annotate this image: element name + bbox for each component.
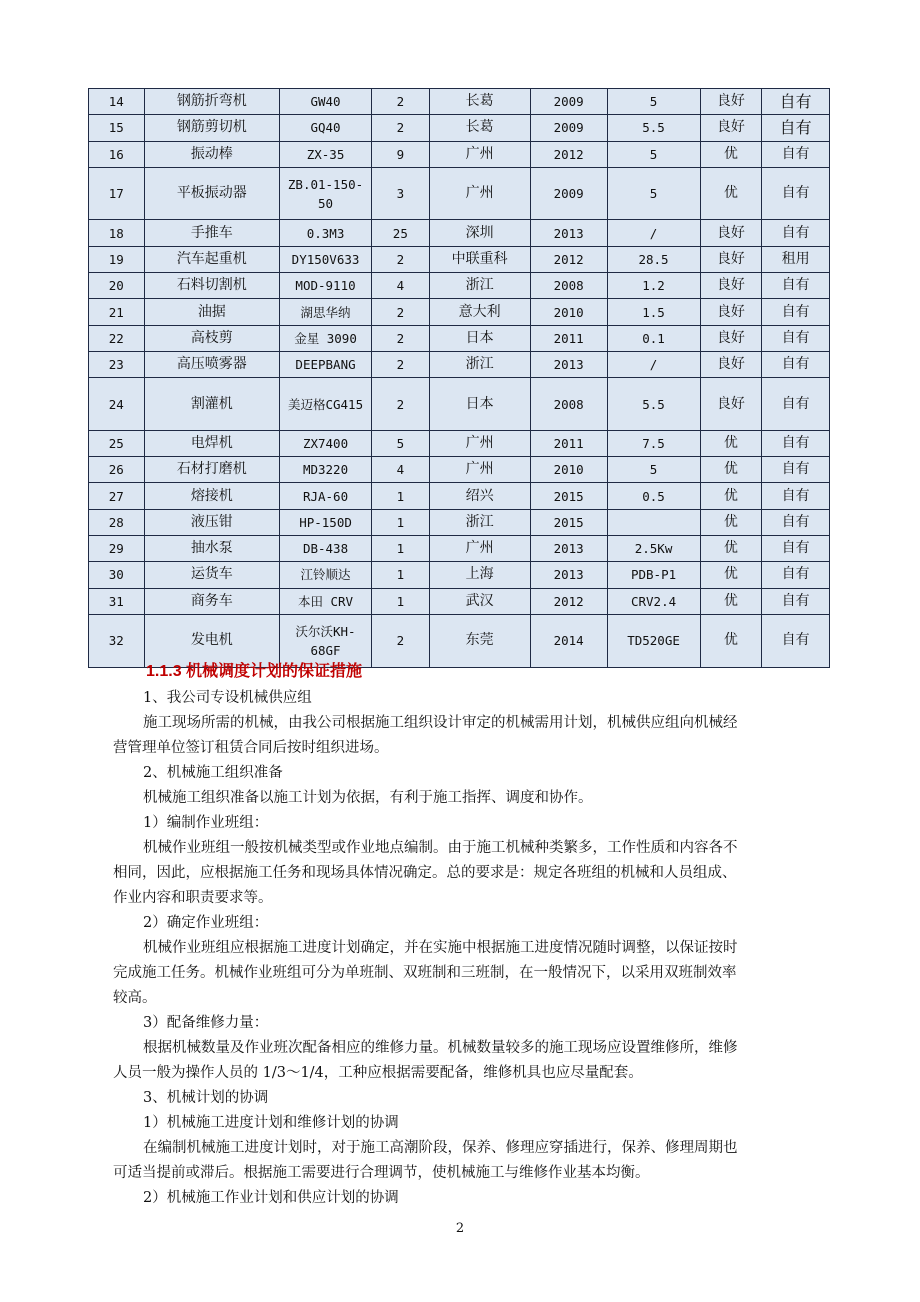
paragraph: 2）机械施工作业计划和供应计划的协调 — [143, 1190, 399, 1206]
table-cell: 2012 — [530, 246, 607, 272]
table-cell: 29 — [89, 536, 145, 562]
table-cell: 商务车 — [144, 588, 279, 614]
table-cell: 自有 — [762, 167, 830, 220]
paragraph: 根据机械数量及作业班次配备相应的维修力量。机械数量较多的施工现场应设置维修所，维修 — [143, 1040, 738, 1056]
table-cell: 0.3M3 — [280, 220, 372, 246]
table-cell: 24 — [89, 378, 145, 431]
table-cell: 1.2 — [607, 273, 700, 299]
table-cell: 优 — [700, 536, 762, 562]
table-cell: GW40 — [280, 89, 372, 115]
table-cell: PDB-P1 — [607, 562, 700, 588]
table-cell: 意大利 — [429, 299, 530, 325]
table-row — [89, 89, 830, 115]
table-row — [89, 483, 830, 509]
table-cell: 广州 — [429, 430, 530, 456]
table-cell: 2 — [372, 115, 430, 141]
table-cell: 优 — [700, 141, 762, 167]
table-cell: 22 — [89, 325, 145, 351]
table-cell: 运货车 — [144, 562, 279, 588]
table-cell: 自有 — [762, 588, 830, 614]
table-cell: 割灌机 — [144, 378, 279, 431]
table-cell: 1 — [372, 483, 430, 509]
table-cell: 4 — [372, 273, 430, 299]
table-row — [89, 562, 830, 588]
table-cell: 25 — [89, 430, 145, 456]
table-cell: 1.5 — [607, 299, 700, 325]
table-cell: 5 — [607, 167, 700, 220]
table-row — [89, 325, 830, 351]
table-row — [89, 141, 830, 167]
table-cell: 浙江 — [429, 273, 530, 299]
table-cell: 熔接机 — [144, 483, 279, 509]
paragraph: 机械施工组织准备以施工计划为依据，有利于施工指挥、调度和协作。 — [143, 790, 593, 806]
table-cell: 良好 — [700, 220, 762, 246]
table-cell: 良好 — [700, 351, 762, 377]
paragraph: 作业内容和职责要求等。 — [113, 890, 273, 906]
table-cell: 自有 — [762, 89, 830, 115]
table-cell: 27 — [89, 483, 145, 509]
table-cell: / — [607, 351, 700, 377]
table-cell: 良好 — [700, 115, 762, 141]
table-cell: 湖思华纳 — [280, 299, 372, 325]
table-cell: RJA-60 — [280, 483, 372, 509]
table-cell: 广州 — [429, 536, 530, 562]
table-cell: 4 — [372, 457, 430, 483]
table-cell: 深圳 — [429, 220, 530, 246]
table-cell: 优 — [700, 509, 762, 535]
table-cell: DB-438 — [280, 536, 372, 562]
paragraph: 相同，因此，应根据施工任务和现场具体情况确定。总的要求是：规定各班组的机械和人员组成、 — [113, 865, 737, 881]
table-cell: 0.5 — [607, 483, 700, 509]
table-cell: 优 — [700, 167, 762, 220]
paragraph: 完成施工任务。机械作业班组可分为单班制、双班制和三班制，在一般情况下，以采用双班制效率 — [113, 965, 737, 981]
table-cell: 32 — [89, 614, 145, 667]
table-cell: 2009 — [530, 167, 607, 220]
table-cell: 自有 — [762, 457, 830, 483]
table-cell: 2014 — [530, 614, 607, 667]
table-cell: 1 — [372, 588, 430, 614]
table-cell: 0.1 — [607, 325, 700, 351]
paragraph: 2、机械施工组织准备 — [143, 765, 283, 781]
table-cell: 优 — [700, 483, 762, 509]
table-cell: 21 — [89, 299, 145, 325]
table-cell: 9 — [372, 141, 430, 167]
table-cell: 优 — [700, 562, 762, 588]
table-cell: 江铃顺达 — [280, 562, 372, 588]
table-cell: 自有 — [762, 299, 830, 325]
table-cell: 优 — [700, 588, 762, 614]
table-cell: GQ40 — [280, 115, 372, 141]
paragraph: 3）配备维修力量： — [143, 1015, 269, 1031]
table-cell: 广州 — [429, 167, 530, 220]
table-cell: 自有 — [762, 378, 830, 431]
table-cell: 自有 — [762, 273, 830, 299]
table-cell: 日本 — [429, 325, 530, 351]
table-cell: 2 — [372, 246, 430, 272]
paragraph: 2）确定作业班组： — [143, 915, 269, 931]
table-cell: 1 — [372, 536, 430, 562]
table-cell: 武汉 — [429, 588, 530, 614]
table-cell: 良好 — [700, 378, 762, 431]
table-cell: 优 — [700, 430, 762, 456]
paragraph: 机械作业班组应根据施工进度计划确定，并在实施中根据施工进度情况随时调整，以保证按时 — [143, 940, 738, 956]
table-row — [89, 220, 830, 246]
table-cell: 7.5 — [607, 430, 700, 456]
table-cell: 2013 — [530, 351, 607, 377]
table-cell: MD3220 — [280, 457, 372, 483]
table-cell: 2 — [372, 351, 430, 377]
table-cell: 31 — [89, 588, 145, 614]
table-row — [89, 378, 830, 431]
table-cell: 振动棒 — [144, 141, 279, 167]
table-cell: 自有 — [762, 430, 830, 456]
table-cell: 2011 — [530, 430, 607, 456]
table-cell: 日本 — [429, 378, 530, 431]
table-row — [89, 509, 830, 535]
table-cell: 钢筋剪切机 — [144, 115, 279, 141]
table-cell: 优 — [700, 614, 762, 667]
table-cell: 19 — [89, 246, 145, 272]
table-cell: 长葛 — [429, 89, 530, 115]
table-row — [89, 246, 830, 272]
table-cell: 自有 — [762, 325, 830, 351]
paragraph: 较高。 — [113, 990, 157, 1006]
table-cell: 电焊机 — [144, 430, 279, 456]
table-cell: 2015 — [530, 509, 607, 535]
table-cell: 石材打磨机 — [144, 457, 279, 483]
table-cell: 3 — [372, 167, 430, 220]
table-cell: 发电机 — [144, 614, 279, 667]
table-row — [89, 430, 830, 456]
table-cell: 17 — [89, 167, 145, 220]
table-cell: 浙江 — [429, 351, 530, 377]
table-cell: 自有 — [762, 351, 830, 377]
table-cell: 2 — [372, 89, 430, 115]
table-cell: 自有 — [762, 220, 830, 246]
table-cell: 浙江 — [429, 509, 530, 535]
table-cell: 30 — [89, 562, 145, 588]
table-cell: 自有 — [762, 509, 830, 535]
table-cell: 2008 — [530, 378, 607, 431]
table-cell: 自有 — [762, 562, 830, 588]
table-row — [89, 115, 830, 141]
table-cell: 良好 — [700, 273, 762, 299]
table-cell: 良好 — [700, 325, 762, 351]
table-cell: 钢筋折弯机 — [144, 89, 279, 115]
table-cell: TD520GE — [607, 614, 700, 667]
table-cell: 2012 — [530, 588, 607, 614]
table-cell: ZX7400 — [280, 430, 372, 456]
table-row — [89, 351, 830, 377]
paragraph: 机械作业班组一般按机械类型或作业地点编制。由于施工机械种类繁多，工作性质和内容各不 — [143, 840, 738, 856]
table-cell — [607, 509, 700, 535]
table-cell: 良好 — [700, 299, 762, 325]
table-cell: 2 — [372, 614, 430, 667]
table-cell: 2010 — [530, 299, 607, 325]
table-cell: 1 — [372, 509, 430, 535]
table-cell: HP-150D — [280, 509, 372, 535]
table-cell: 油据 — [144, 299, 279, 325]
table-cell: ZX-35 — [280, 141, 372, 167]
table-row — [89, 167, 830, 220]
table-cell: 5 — [372, 430, 430, 456]
table-cell: 15 — [89, 115, 145, 141]
paragraph: 3、机械计划的协调 — [143, 1090, 269, 1106]
table-cell: 自有 — [762, 614, 830, 667]
table-cell: 23 — [89, 351, 145, 377]
table-cell: 5.5 — [607, 378, 700, 431]
table-row — [89, 536, 830, 562]
table-cell: 中联重科 — [429, 246, 530, 272]
table-cell: 自有 — [762, 115, 830, 141]
table-cell: 2011 — [530, 325, 607, 351]
table-cell: 绍兴 — [429, 483, 530, 509]
table-cell: 高压喷雾器 — [144, 351, 279, 377]
table-cell: 2015 — [530, 483, 607, 509]
table-cell: 2 — [372, 378, 430, 431]
paragraph: 施工现场所需的机械，由我公司根据施工组织设计审定的机械需用计划，机械供应组向机械经 — [143, 715, 738, 731]
table-cell: 5.5 — [607, 115, 700, 141]
table-cell: 2013 — [530, 536, 607, 562]
table-cell: 自有 — [762, 483, 830, 509]
table-cell: 上海 — [429, 562, 530, 588]
table-cell: 平板振动器 — [144, 167, 279, 220]
table-cell: DEEPBANG — [280, 351, 372, 377]
paragraph: 在编制机械施工进度计划时，对于施工高潮阶段，保养、修理应穿插进行，保养、修理周期也 — [143, 1140, 738, 1156]
paragraph: 人员一般为操作人员的 1/3～1/4，工种应根据需要配备，维修机具也应尽量配套。 — [113, 1065, 643, 1081]
table-cell: 自有 — [762, 536, 830, 562]
table-cell: / — [607, 220, 700, 246]
table-cell: 液压钳 — [144, 509, 279, 535]
table-cell: 高枝剪 — [144, 325, 279, 351]
equipment-table-body — [89, 89, 830, 668]
table-cell: 2012 — [530, 141, 607, 167]
table-cell: 本田 CRV — [280, 588, 372, 614]
table-cell: 28 — [89, 509, 145, 535]
table-cell: 20 — [89, 273, 145, 299]
table-cell: 良好 — [700, 89, 762, 115]
section-heading: 1.1.3 机械调度计划的保证措施 — [146, 663, 363, 680]
table-cell: 优 — [700, 457, 762, 483]
table-cell: MOD-9110 — [280, 273, 372, 299]
table-cell: 2 — [372, 325, 430, 351]
table-cell: DY150V633 — [280, 246, 372, 272]
table-cell: CRV2.4 — [607, 588, 700, 614]
section-body — [113, 686, 812, 1211]
table-row — [89, 588, 830, 614]
table-cell: 长葛 — [429, 115, 530, 141]
table-cell: 广州 — [429, 141, 530, 167]
table-cell: 5 — [607, 141, 700, 167]
table-cell: 自有 — [762, 141, 830, 167]
table-cell: 良好 — [700, 246, 762, 272]
table-cell: 手推车 — [144, 220, 279, 246]
table-cell: 2 — [372, 299, 430, 325]
table-cell: 25 — [372, 220, 430, 246]
table-cell: 1 — [372, 562, 430, 588]
table-cell: 石料切割机 — [144, 273, 279, 299]
table-cell: 5 — [607, 89, 700, 115]
table-cell: 广州 — [429, 457, 530, 483]
table-cell: 26 — [89, 457, 145, 483]
table-cell: 18 — [89, 220, 145, 246]
table-row — [89, 457, 830, 483]
table-cell: ZB.01-150-50 — [280, 167, 372, 220]
table-cell: 沃尔沃KH-68GF — [280, 614, 372, 667]
table-cell: 2009 — [530, 89, 607, 115]
table-cell: 16 — [89, 141, 145, 167]
paragraph: 1）编制作业班组： — [143, 815, 269, 831]
table-cell: 东莞 — [429, 614, 530, 667]
table-cell: 2013 — [530, 562, 607, 588]
table-cell: 5 — [607, 457, 700, 483]
table-cell: 2.5Kw — [607, 536, 700, 562]
table-cell: 金星 3090 — [280, 325, 372, 351]
table-cell: 美迈格CG415 — [280, 378, 372, 431]
table-cell: 2009 — [530, 115, 607, 141]
paragraph: 营管理单位签订租赁合同后按时组织进场。 — [113, 740, 389, 756]
page-number: 2 — [455, 1221, 465, 1236]
paragraph: 1）机械施工进度计划和维修计划的协调 — [143, 1115, 399, 1131]
table-cell: 租用 — [762, 246, 830, 272]
paragraph: 可适当提前或滞后。根据施工需要进行合理调节，使机械施工与维修作业基本均衡。 — [113, 1165, 650, 1181]
table-cell: 2008 — [530, 273, 607, 299]
table-cell: 2010 — [530, 457, 607, 483]
table-cell: 28.5 — [607, 246, 700, 272]
paragraph: 1、我公司专设机械供应组 — [143, 690, 312, 706]
table-row — [89, 273, 830, 299]
table-cell: 2013 — [530, 220, 607, 246]
table-cell: 14 — [89, 89, 145, 115]
table-cell: 汽车起重机 — [144, 246, 279, 272]
table-cell: 抽水泵 — [144, 536, 279, 562]
table-row — [89, 299, 830, 325]
equipment-table — [88, 88, 830, 668]
